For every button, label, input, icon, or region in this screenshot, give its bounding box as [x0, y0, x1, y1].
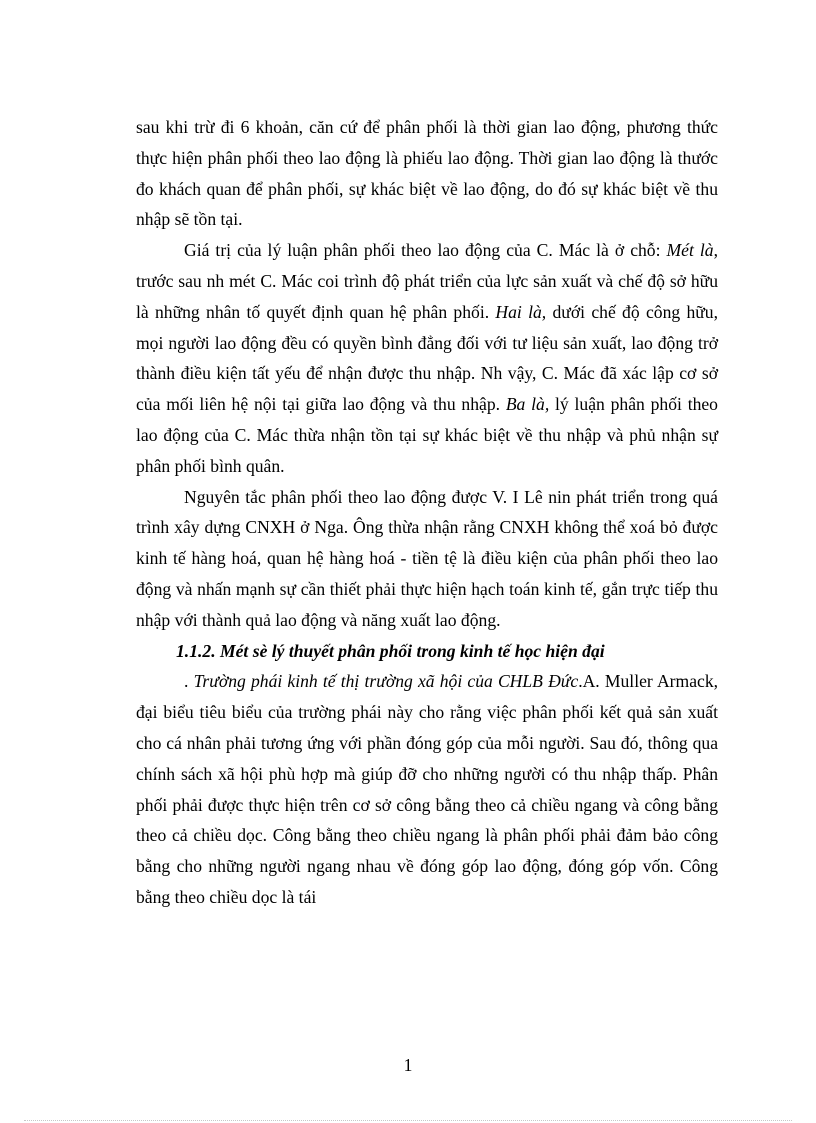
- text-run: .: [184, 671, 194, 692]
- text-run: Nguyên tắc phân phối theo lao động được V. I Lê nin phát triển trong quá trình xây dựng CNXH ở Nga. Ông thừa nhận rằng CNXH không thể xoá bỏ được kinh tế hàng hoá, quan hệ hàng hoá - tiền tệ là điều kiện của phân phối theo lao động và nhấn mạnh sự cần thiết phải thực hiện hạch toán kinh tế, gắn trực tiếp thu nhập với thành quả lao động và năng xuất lao động.: [136, 486, 718, 630]
- text-run: sau khi trừ đi 6 khoản, căn cứ để phân phối là thời gian lao động, phương thức thực hiện phân phối theo lao động là phiếu lao động. Thời gian lao động là thước đo khách quan để phân phối, sự khác biệt về lao động, do đó sự khác biệt về thu nhập sẽ tồn tại.: [136, 117, 718, 230]
- italic-run: Mét là: [666, 240, 714, 261]
- heading-text: 1.1.2. Mét sè lý thuyết phân phối trong kinh tế học hiện đại: [176, 640, 605, 661]
- document-body: [136, 112, 718, 913]
- page-number: 1: [403, 1055, 413, 1075]
- text-run: .A. Muller Armack, đại biểu tiêu biểu của trường phái này cho rằng việc phân phối kết quả sản xuất cho cá nhân phải tương ứng với phần đóng góp của mỗi người. Sau đó, thông qua chính sách xã hội phù hợp mà giúp đỡ cho những người có thu nhập thấp. Phân phối phải được thực hiện trên cơ sở công bằng theo cả chiều ngang và công bằng theo cả chiều dọc. Công bằng theo chiều ngang là phân phối phải đảm bảo công bằng cho những người ngang nhau về đóng góp lao động, đóng góp vốn. Công bằng theo chiều dọc là tái: [136, 671, 719, 907]
- italic-run: Ba là,: [505, 394, 550, 415]
- page-bottom-divider: [24, 1120, 792, 1121]
- paragraph-continuation: [136, 112, 718, 235]
- section-heading: [136, 636, 718, 667]
- paragraph-lenin-principle: [136, 482, 718, 636]
- paragraph-social-market-economy: [136, 666, 718, 912]
- italic-run: Hai là,: [495, 301, 547, 322]
- text-run: Giá trị của lý luận phân phối theo lao động của C. Mác là ở chỗ:: [184, 240, 667, 261]
- text-run: dưới chế độ công hữu, mọi người lao động đều có quyền bình đẳng đối với tư liệu sản xuất, lao động trở thành điều kiện tất yếu để nhận được thu nhập. Nh vậy, C. Mác đã xác lập cơ sở của mối liên hệ nội tại giữa lao động và thu nhập.: [136, 301, 718, 415]
- text-run: , trước sau nh mét C. Mác coi trình độ phát triển của lực sản xuất và chế độ sở hữu là những nhân tố quyết định quan hệ phân phối.: [136, 240, 719, 322]
- italic-run: Trường phái kinh tế thị trường xã hội của CHLB Đức: [193, 671, 579, 692]
- text-run: lý luận phân phối theo lao động của C. Mác thừa nhận tồn tại sự khác biệt về thu nhập và phủ nhận sự phân phối bình quân.: [136, 394, 718, 476]
- paragraph-marx-distribution-value: [136, 235, 718, 481]
